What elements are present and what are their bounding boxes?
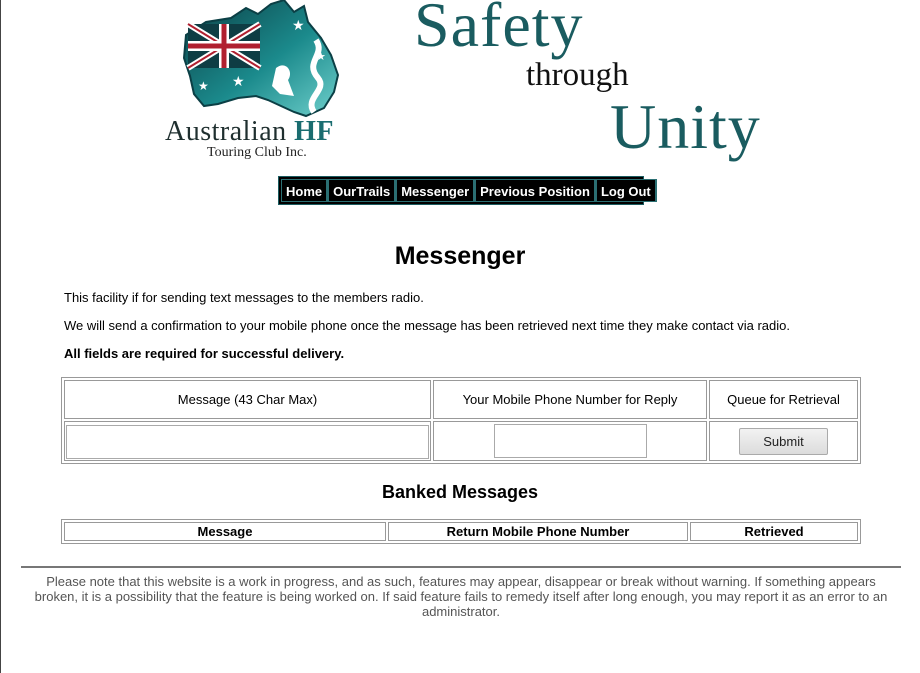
nav-messenger[interactable]: Messenger [396,179,475,202]
required-fields-note: All fields are required for successful delivery. [64,346,345,361]
svg-text:★: ★ [198,79,209,93]
nav-previous-position[interactable]: Previous Position [475,179,596,202]
queue-column-header: Queue for Retrieval [709,380,858,419]
svg-text:★: ★ [232,74,245,90]
page-title: Messenger [394,242,526,270]
banked-retrieved-header: Retrieved [690,522,858,541]
phone-cell [433,421,707,461]
intro-text: This facility if for sending text messages to the members radio. [64,290,424,305]
nav-home[interactable]: Home [281,179,328,202]
message-column-header: Message (43 Char Max) [64,380,431,419]
australia-map-icon [176,0,356,120]
nav-ourtrails[interactable]: OurTrails [328,179,396,202]
footer-divider [21,566,901,568]
nav-log-out[interactable]: Log Out [596,179,657,202]
logo-wordmark-text: Australian [165,116,287,147]
slogan-through: through [526,57,629,93]
submit-cell [709,421,858,461]
confirmation-text: We will send a confirmation to your mobile phone once the message has been retrieved next time they make contact via radio. [64,318,790,333]
slogan-unity: Unity [610,91,761,162]
svg-text:★: ★ [292,18,305,34]
svg-text:★: ★ [316,50,326,63]
footer-note: Please note that this website is a work in progress, and as such, features may appear, disappear or break without warning. If something appears broken, it is a possibility that the feature is being worked on. If said feature fails to remedy itself after long enough, you may report it as an error to an administrator. [34,574,888,619]
site-header [0,0,920,170]
banked-messages-title: Banked Messages [381,482,539,502]
phone-column-header: Your Mobile Phone Number for Reply [433,380,707,419]
submit-button[interactable]: Submit [739,428,828,455]
message-cell [64,421,431,461]
message-input[interactable] [66,425,429,459]
phone-input[interactable] [494,424,647,458]
logo-subtitle: Touring Club Inc. [207,145,307,160]
banked-message-header: Message [64,522,386,541]
banked-messages-table [61,519,861,544]
logo-hf-text: HF [294,116,335,147]
message-form-table [61,377,861,464]
slogan-safety: Safety [414,0,584,60]
club-logo[interactable] [160,0,365,165]
banked-phone-header: Return Mobile Phone Number [388,522,688,541]
logo-wordmark [165,116,334,148]
main-nav [278,176,651,205]
